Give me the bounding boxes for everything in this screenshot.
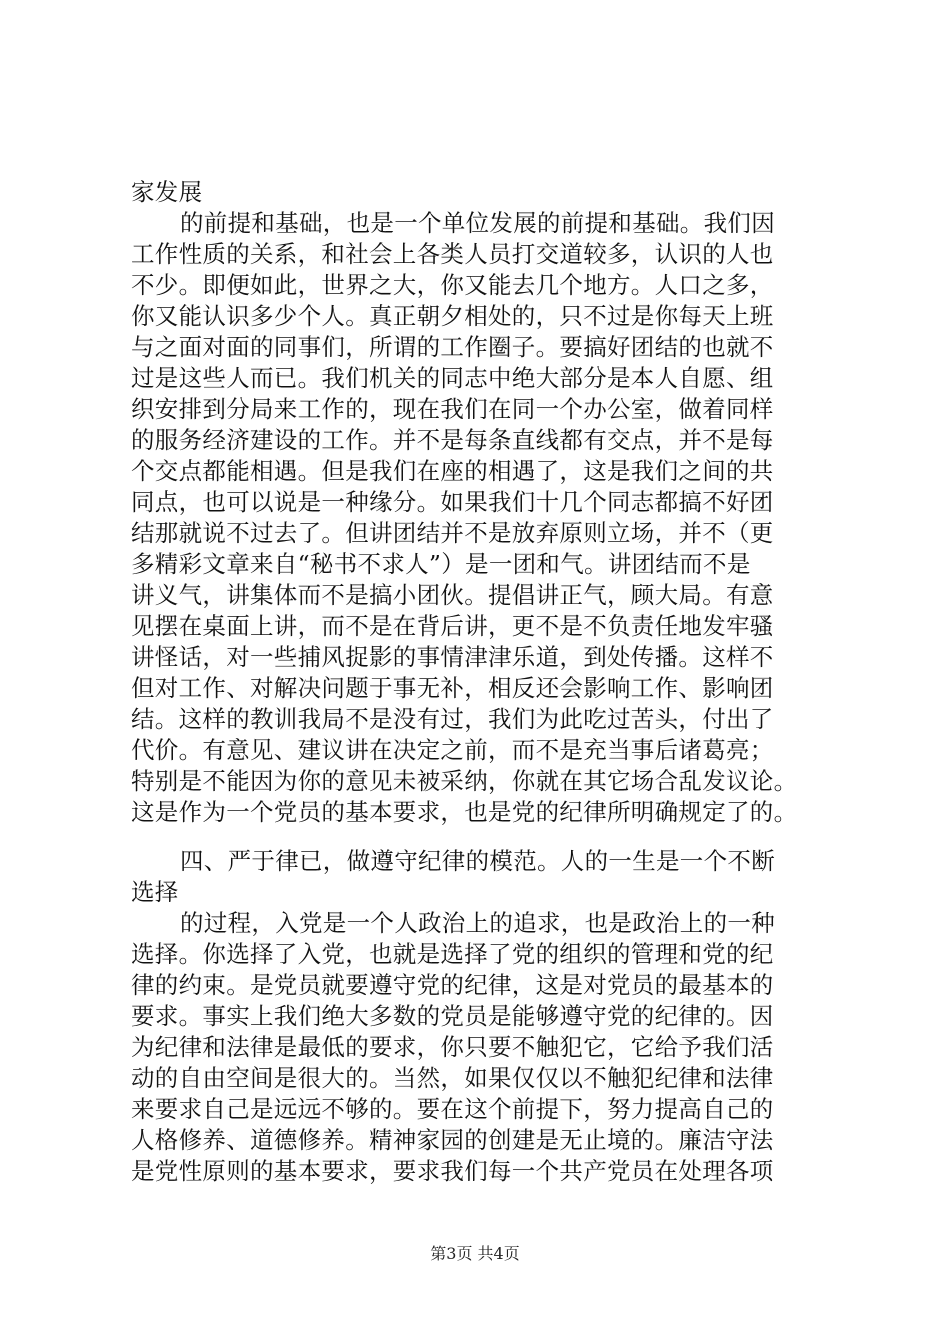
text-line: 与之面对面的同事们，所谓的工作圈子。要搞好团结的也就不 xyxy=(131,333,774,361)
text-line: 是党性原则的基本要求，要求我们每一个共产党员在处理各项 xyxy=(131,1157,774,1185)
text-line: 你又能认识多少个人。真正朝夕相处的，只不过是你每天上班 xyxy=(131,302,774,330)
text-line: 多精彩文章来自“秘书不求人”）是一团和气。讲团结而不是 xyxy=(131,550,751,578)
text-line: 工作性质的关系，和社会上各类人员打交道较多，认识的人也 xyxy=(131,240,774,268)
text-line: 过是这些人而已。我们机关的同志中绝大部分是本人自愿、组 xyxy=(131,364,774,392)
text-line: 人格修养、道德修养。精神家园的创建是无止境的。廉洁守法 xyxy=(131,1126,774,1154)
text-line: 来要求自己是远远不够的。要在这个前提下，努力提高自己的 xyxy=(131,1095,774,1123)
text-line: 同点，也可以说是一种缘分。如果我们十几个同志都搞不好团 xyxy=(131,488,774,516)
text-line: 选择 xyxy=(131,878,179,906)
section-heading-line: 四、严于律已，做遵守纪律的模范。人的一生是一个不断 xyxy=(180,847,775,875)
text-line: 这是作为一个党员的基本要求，也是党的纪律所明确规定了的。 xyxy=(131,798,798,826)
text-line: 讲怪话，对一些捕风捉影的事情津津乐道，到处传播。这样不 xyxy=(131,643,774,671)
text-line: 的服务经济建设的工作。并不是每条直线都有交点，并不是每 xyxy=(131,426,774,454)
text-line: 代价。有意见、建议讲在决定之前，而不是充当事后诸葛亮； xyxy=(131,736,774,764)
text-line: 动的自由空间是很大的。当然，如果仅仅以不触犯纪律和法律 xyxy=(131,1064,774,1092)
text-line: 但对工作、对解决问题于事无补，相反还会影响工作、影响团 xyxy=(131,674,774,702)
paragraph-1 xyxy=(131,177,851,828)
text-line: 的前提和基础，也是一个单位发展的前提和基础。我们因 xyxy=(180,209,775,237)
text-line: 选择。你选择了入党，也就是选择了党的组织的管理和党的纪 xyxy=(131,940,774,968)
text-line: 结。这样的教训我局不是没有过，我们为此吃过苦头，付出了 xyxy=(131,705,774,733)
text-line: 律的约束。是党员就要遵守党的纪律，这是对党员的最基本的 xyxy=(131,971,774,999)
page-number-footer: 第3页 共4页 xyxy=(430,1244,520,1263)
paragraph-2 xyxy=(131,846,851,1187)
text-line: 要求。事实上我们绝大多数的党员是能够遵守党的纪律的。因 xyxy=(131,1002,774,1030)
text-line: 见摆在桌面上讲，而不是在背后讲，更不是不负责任地发牢骚 xyxy=(131,612,774,640)
text-line: 不少。即便如此，世界之大，你又能去几个地方。人口之多， xyxy=(131,271,774,299)
text-line: 家发展 xyxy=(131,178,203,206)
text-line: 结那就说不过去了。但讲团结并不是放弃原则立场，并不（更 xyxy=(131,519,774,547)
text-line: 的过程，入党是一个人政治上的追求，也是政治上的一种 xyxy=(180,909,775,937)
text-line: 织安排到分局来工作的，现在我们在同一个办公室，做着同样 xyxy=(131,395,774,423)
text-line: 为纪律和法律是最低的要求，你只要不触犯它，它给予我们活 xyxy=(131,1033,774,1061)
text-line: 特别是不能因为你的意见未被采纳，你就在其它场合乱发议论。 xyxy=(131,767,798,795)
text-line: 个交点都能相遇。但是我们在座的相遇了，这是我们之间的共 xyxy=(131,457,774,485)
text-line: 讲义气，讲集体而不是搞小团伙。提倡讲正气，顾大局。有意 xyxy=(131,581,774,609)
